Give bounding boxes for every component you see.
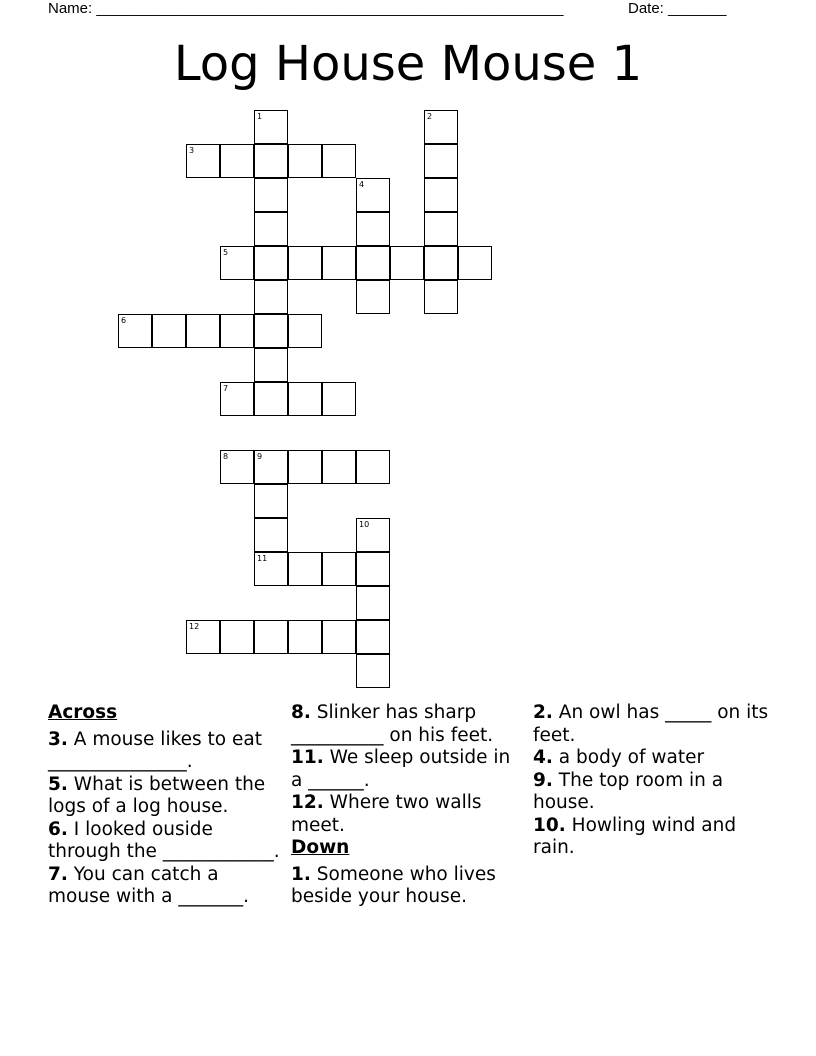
- grid-cell[interactable]: [424, 178, 458, 212]
- grid-cell[interactable]: [220, 382, 254, 416]
- grid-cell[interactable]: [186, 144, 220, 178]
- clue-column-3: [533, 702, 773, 860]
- grid-cell[interactable]: [356, 280, 390, 314]
- clue-across-5: 5. What is between the logs of a log house.: [48, 773, 266, 817]
- grid-cell[interactable]: [254, 348, 288, 382]
- clue-down-9: 9. The top room in a house.: [533, 769, 724, 813]
- name-field-label: Name: ________________________________________________________: [48, 0, 564, 17]
- grid-cell[interactable]: [356, 586, 390, 620]
- clue-column-2: [291, 702, 523, 909]
- grid-cell[interactable]: [424, 280, 458, 314]
- grid-cell[interactable]: [118, 314, 152, 348]
- grid-cell[interactable]: [254, 382, 288, 416]
- down-heading: Down: [291, 837, 350, 858]
- cell-number: 6: [121, 316, 127, 325]
- grid-cell[interactable]: [322, 144, 356, 178]
- grid-cell[interactable]: [356, 246, 390, 280]
- grid-cell[interactable]: [356, 212, 390, 246]
- grid-cell[interactable]: [322, 552, 356, 586]
- cell-number: 4: [359, 180, 365, 189]
- cell-number: 9: [257, 452, 263, 461]
- clue-down-2: 2. An owl has _____ on its feet.: [533, 702, 769, 746]
- clue-down-1: 1. Someone who lives beside your house.: [291, 863, 496, 907]
- grid-cell[interactable]: [288, 552, 322, 586]
- grid-cell[interactable]: [288, 314, 322, 348]
- cell-number: 5: [223, 248, 229, 257]
- clue-across-7: 7. You can catch a mouse with a _______.: [48, 863, 249, 907]
- grid-cell[interactable]: [254, 518, 288, 552]
- clue-across-12: 12. Where two walls meet.: [291, 792, 482, 836]
- cell-number: 12: [189, 622, 200, 631]
- clue-down-4: 4. a body of water: [533, 747, 705, 768]
- grid-cell[interactable]: [424, 144, 458, 178]
- grid-cell[interactable]: [288, 144, 322, 178]
- grid-cell[interactable]: [254, 552, 288, 586]
- grid-cell[interactable]: [424, 246, 458, 280]
- grid-cell[interactable]: [356, 178, 390, 212]
- grid-cell[interactable]: [322, 620, 356, 654]
- across-heading: Across: [48, 702, 118, 723]
- grid-cell[interactable]: [220, 144, 254, 178]
- grid-cell[interactable]: [322, 246, 356, 280]
- grid-cell[interactable]: [356, 654, 390, 688]
- grid-cell[interactable]: [186, 314, 220, 348]
- clue-across-8: 8. Slinker has sharp __________ on his feet.: [291, 702, 494, 746]
- grid-cell[interactable]: [322, 382, 356, 416]
- grid-cell[interactable]: [254, 314, 288, 348]
- grid-cell[interactable]: [288, 246, 322, 280]
- grid-cell[interactable]: [220, 620, 254, 654]
- clue-across-6: 6. I looked ouside through the ____________.: [48, 818, 280, 862]
- clue-down-10: 10. Howling wind and rain.: [533, 814, 737, 858]
- grid-cell[interactable]: [254, 620, 288, 654]
- grid-cell[interactable]: [356, 450, 390, 484]
- grid-cell[interactable]: [254, 246, 288, 280]
- cell-number: 10: [359, 520, 370, 529]
- grid-cell[interactable]: [220, 314, 254, 348]
- grid-cell[interactable]: [288, 620, 322, 654]
- grid-cell[interactable]: [254, 110, 288, 144]
- grid-cell[interactable]: [356, 552, 390, 586]
- cell-number: 3: [189, 146, 195, 155]
- cell-number: 2: [427, 112, 433, 121]
- cell-number: 1: [257, 112, 263, 121]
- grid-cell[interactable]: [458, 246, 492, 280]
- grid-cell[interactable]: [254, 212, 288, 246]
- grid-cell[interactable]: [186, 620, 220, 654]
- grid-cell[interactable]: [254, 450, 288, 484]
- clue-across-11: 11. We sleep outside in a ______.: [291, 747, 511, 791]
- grid-cell[interactable]: [288, 382, 322, 416]
- grid-cell[interactable]: [220, 246, 254, 280]
- grid-cell[interactable]: [220, 450, 254, 484]
- grid-cell[interactable]: [254, 178, 288, 212]
- cell-number: 7: [223, 384, 229, 393]
- cell-number: 8: [223, 452, 229, 461]
- grid-cell[interactable]: [254, 280, 288, 314]
- date-field-label: Date: _______: [628, 0, 727, 17]
- clue-across-3: 3. A mouse likes to eat _______________.: [48, 728, 262, 772]
- grid-cell[interactable]: [322, 450, 356, 484]
- grid-cell[interactable]: [390, 246, 424, 280]
- grid-cell[interactable]: [356, 518, 390, 552]
- cell-number: 11: [257, 554, 268, 563]
- grid-cell[interactable]: [424, 212, 458, 246]
- grid-cell[interactable]: [152, 314, 186, 348]
- grid-cell[interactable]: [288, 450, 322, 484]
- grid-cell[interactable]: [254, 484, 288, 518]
- grid-cell[interactable]: [254, 144, 288, 178]
- clue-column-1: [48, 702, 284, 909]
- grid-cell[interactable]: [424, 110, 458, 144]
- grid-cell[interactable]: [356, 620, 390, 654]
- page-title: Log House Mouse 1: [173, 36, 643, 92]
